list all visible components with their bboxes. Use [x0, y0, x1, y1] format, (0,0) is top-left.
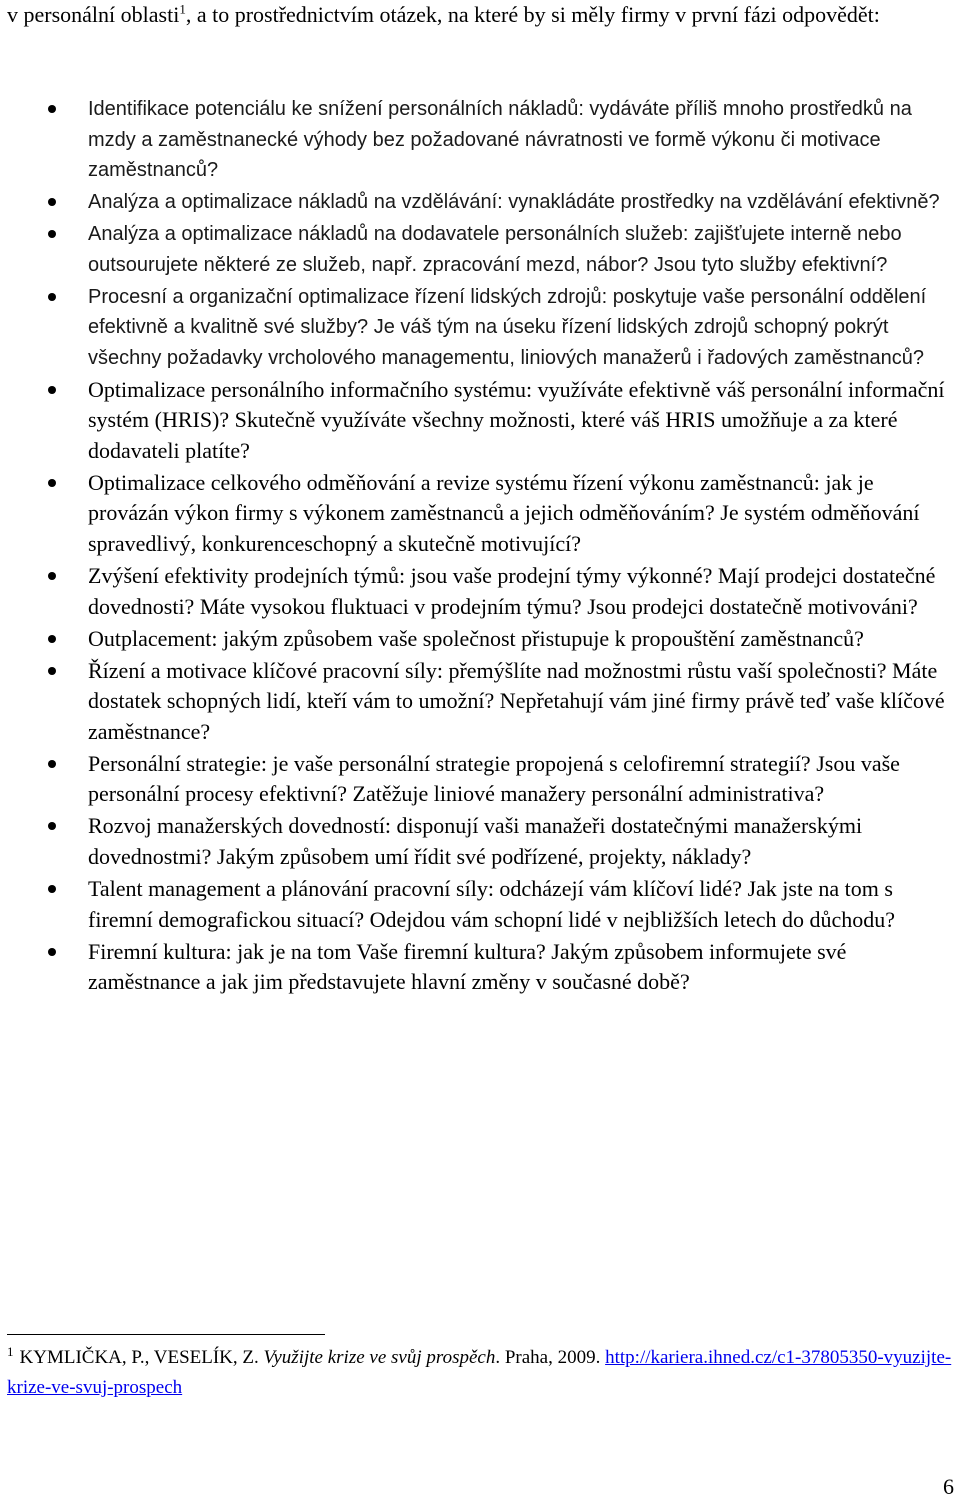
bullet-icon	[48, 386, 56, 394]
list-item	[0, 219, 960, 280]
list-item-text: Analýza a optimalizace nákladů na dodavatele personálních služeb: zajišťujete interně nebo outsourujete některé ze služeb, např. zpracování mezd, nábor? Jsou tyto služby efektivní?	[88, 223, 902, 276]
footnote	[7, 1343, 952, 1403]
footnote-link[interactable]: http://kariera.ihned.cz/c1-37805350-vyuzijte-krize-ve-svuj-prospech	[7, 1347, 952, 1398]
list-item-text: Talent management a plánování pracovní síly: odcházejí vám klíčoví lidé? Jak jste na tom s firemní demografickou situací? Odejdou vám schopní lidé v nejbližších letech do důchodu?	[88, 876, 896, 932]
list-item	[0, 656, 960, 748]
bullet-icon	[48, 293, 56, 301]
bullet-icon	[48, 822, 56, 830]
footnote-divider	[7, 1334, 325, 1335]
list-item-text: Optimalizace celkového odměňování a revize systému řízení výkonu zaměstnanců: jak je provázán výkon firmy s výkonem zaměstnanců a jejich odměňováním? Je systém odměňování spravedlivý, konkurenceschopný a skutečně motivující?	[88, 469, 920, 556]
bullet-icon	[48, 572, 56, 580]
bullet-icon	[48, 105, 56, 113]
list-item	[0, 94, 960, 186]
intro-text-after: , a to prostřednictvím otázek, na které by si měly firmy v první fázi odpovědět:	[185, 2, 880, 27]
list-item-text: Analýza a optimalizace nákladů na vzdělávání: vynakládáte prostředky na vzdělávání efektivně?	[88, 191, 940, 214]
list-item	[0, 468, 960, 560]
intro-text-before: v personální oblasti	[7, 2, 180, 27]
list-item-text: Optimalizace personálního informačního systému: využíváte efektivně váš personální informační systém (HRIS)? Skutečně využíváte všechny možnosti, které váš HRIS umožňuje a za které dodavateli platíte?	[88, 376, 945, 463]
list-item	[0, 375, 960, 467]
footnote-title: Využijte krize ve svůj prospěch	[263, 1347, 496, 1368]
footnote-authors: KYMLIČKA, P., VESELÍK, Z.	[19, 1347, 264, 1368]
bullet-icon	[48, 479, 56, 487]
list-item-text: Firemní kultura: jak je na tom Vaše firemní kultura? Jakým způsobem informujete své zaměstnance a jak jim představujete hlavní změny v současné době?	[88, 938, 847, 995]
list-item	[0, 811, 960, 872]
list-item	[0, 874, 960, 935]
bullet-icon	[48, 885, 56, 893]
list-item	[0, 937, 960, 998]
page-number: 6	[943, 1474, 954, 1499]
list-item-text: Identifikace potenciálu ke snížení personálních nákladů: vydáváte příliš mnoho prostředků na mzdy a zaměstnanecké výhody bez požadované návratnosti ve formě výkonu či motivace zaměstnanců?	[88, 98, 912, 181]
bullet-icon	[48, 948, 56, 956]
footnote-reference[interactable]: 1	[179, 1, 186, 17]
bullet-icon	[48, 230, 56, 238]
list-item-text: Procesní a organizační optimalizace řízení lidských zdrojů: poskytuje vaše personální oddělení efektivně a kvalitně své služby? Je váš tým na úseku řízení lidských zdrojů schopný pokrýt všechny požadavky vrcholového managementu, liniových manažerů i řadových zaměstnanců?	[88, 285, 927, 369]
list-item-text: Outplacement: jakým způsobem vaše společnost přistupuje k propouštění zaměstnanců?	[88, 625, 864, 651]
list-item	[0, 282, 960, 374]
list-item-text: Rozvoj manažerských dovedností: disponují vaši manažeři dostatečnými manažerskými dovednostmi? Jakým způsobem umí řídit své podřízené, projekty, náklady?	[88, 813, 863, 869]
list-item	[0, 561, 960, 622]
list-item	[0, 624, 960, 655]
list-item-text: Zvýšení efektivity prodejních týmů: jsou vaše prodejní týmy výkonné? Mají prodejci dostatečné dovednosti? Máte vysokou fluktuaci v prodejním týmu? Jsou prodejci dostatečně motivováni?	[88, 563, 936, 619]
footnote-mark: 1	[7, 1343, 14, 1359]
bullet-icon	[48, 198, 56, 206]
list-item	[0, 187, 960, 218]
list-item	[0, 749, 960, 810]
footnote-publication: . Praha, 2009.	[495, 1347, 606, 1368]
list-item-text: Řízení a motivace klíčové pracovní síly: přemýšlíte nad možnostmi růstu vaší společnosti? Máte dostatek schopných lidí, kteří vám to umožní? Nepřetahují vám jiné firmy právě teď vaše klíčové zaměstnance?	[88, 657, 945, 744]
intro-paragraph	[7, 0, 952, 30]
bullet-icon	[48, 760, 56, 768]
list-item-text: Personální strategie: je vaše personální strategie propojená s celofiremní strategií? Jsou vaše personální procesy efektivní? Zatěžuje liniové manažery personální administrativa?	[88, 750, 900, 807]
bullet-icon	[48, 667, 56, 675]
question-list	[0, 94, 960, 999]
bullet-icon	[48, 635, 56, 643]
